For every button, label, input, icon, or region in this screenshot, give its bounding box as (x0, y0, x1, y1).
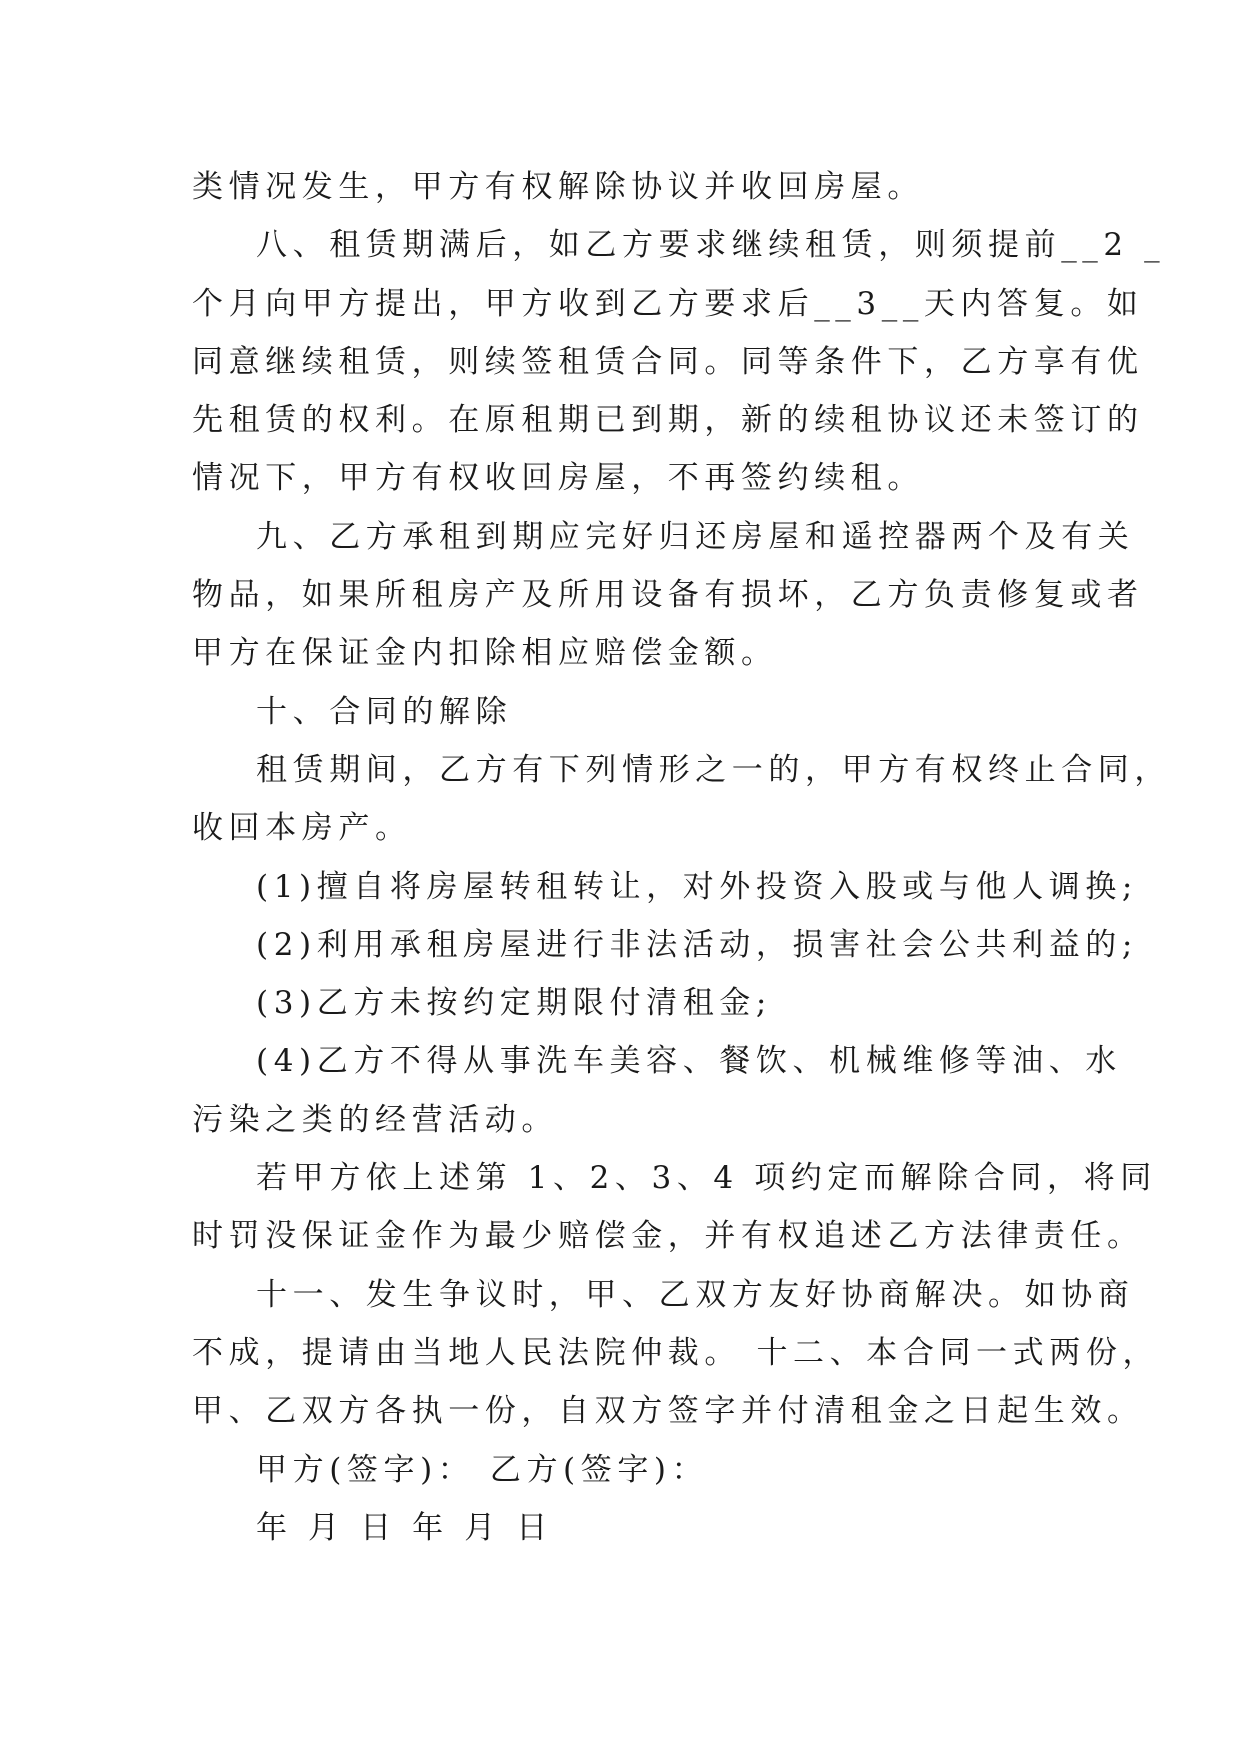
list-item-1: (1)擅自将房屋转租转让，对外投资入股或与他人调换; (256, 868, 1138, 905)
list-item-3: (3)乙方未按约定期限付清租金; (256, 985, 772, 1022)
text-line: 情况下，甲方有权收回房屋，不再签约续租。 (192, 460, 924, 497)
text-line: 若甲方依上述第 1、2、3、4 项约定而解除合同，将同 (256, 1160, 1157, 1197)
text-line: 租赁期间，乙方有下列情形之一的，甲方有权终止合同， (256, 751, 1171, 788)
list-item-2: (2)利用承租房屋进行非法活动，损害社会公共利益的; (256, 926, 1138, 963)
text-line: 个月向甲方提出，甲方收到乙方要求后__3__天内答复。如 (192, 285, 1144, 322)
text-line: 甲、乙双方各执一份，自双方签字并付清租金之日起生效。 (192, 1393, 1144, 1430)
text-line: 物品，如果所租房产及所用设备有损坏，乙方负责修复或者 (192, 577, 1144, 614)
text-line: 同意继续租赁，则续签租赁合同。同等条件下，乙方享有优 (192, 343, 1144, 380)
text-line: 时罚没保证金作为最少赔偿金，并有权追述乙方法律责任。 (192, 1218, 1144, 1255)
text-line: 污染之类的经营活动。 (192, 1101, 558, 1138)
clause-9-line: 九、乙方承租到期应完好归还房屋和遥控器两个及有关 (256, 518, 1135, 555)
clause-10-heading: 十、合同的解除 (256, 693, 513, 730)
clause-8-line: 八、租赁期满后，如乙方要求继续租赁，则须提前__2 _ (256, 227, 1166, 264)
text-line: 先租赁的权利。在原租期已到期，新的续租协议还未签订的 (192, 402, 1144, 439)
text-line: 收回本房产。 (192, 810, 412, 847)
text-line: 甲方在保证金内扣除相应赔偿金额。 (192, 635, 778, 672)
signature-line: 甲方(签字)： 乙方(签字)： (256, 1451, 709, 1488)
date-line: 年 月 日 年 月 日 (256, 1509, 553, 1546)
list-item-4: (4)乙方不得从事洗车美容、餐饮、机械维修等油、水 (256, 1043, 1122, 1080)
clause-11-line: 十一、发生争议时，甲、乙双方友好协商解决。如协商 (256, 1276, 1135, 1313)
text-line: 不成，提请由当地人民法院仲裁。 十二、本合同一式两份， (192, 1334, 1160, 1371)
contract-body (192, 158, 1171, 1557)
text-line: 类情况发生，甲方有权解除协议并收回房屋。 (192, 169, 924, 205)
